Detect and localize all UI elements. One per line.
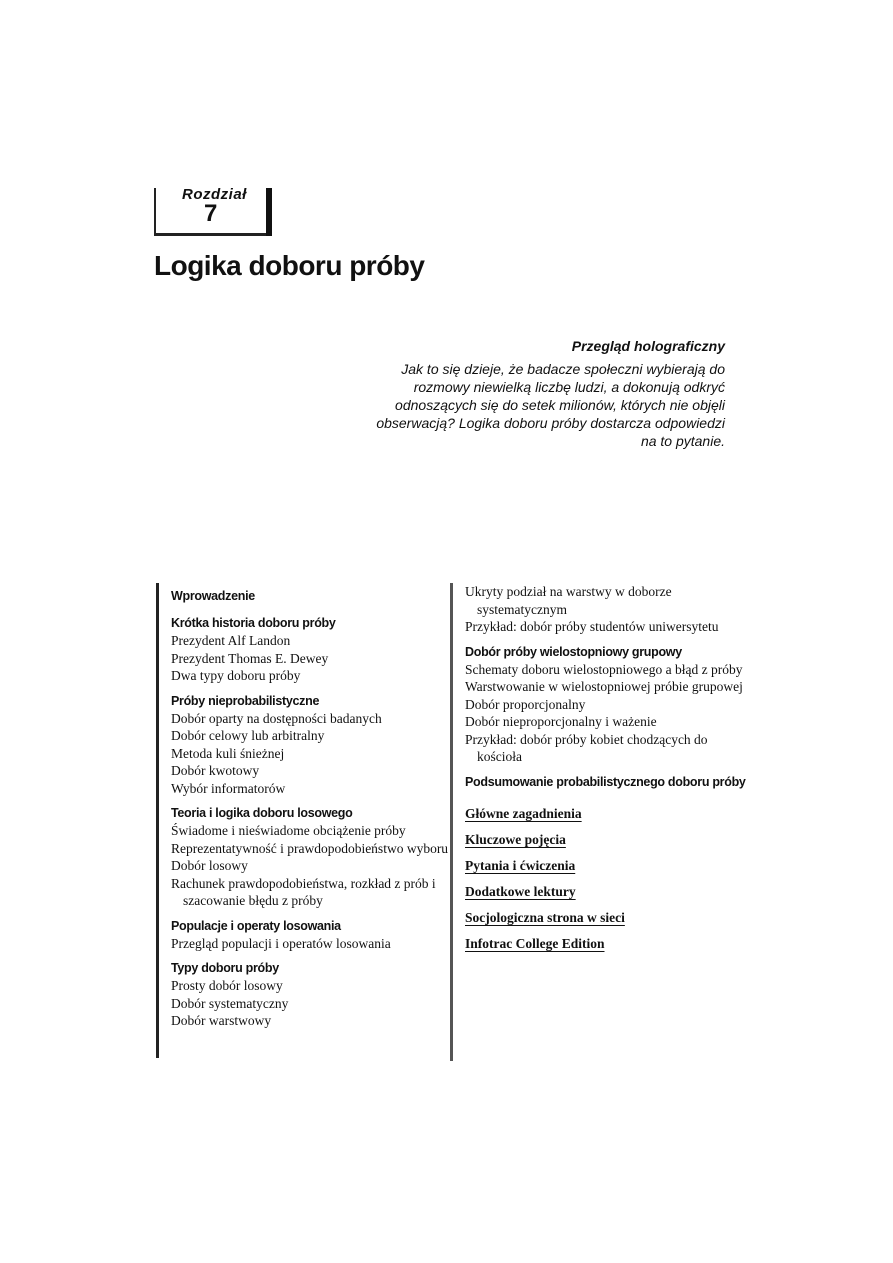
toc-section-heading: Populacje i operaty losowania (171, 918, 341, 933)
toc-section-heading: Próby nieprobabilistyczne (171, 693, 320, 708)
toc-section-continued (465, 583, 750, 636)
toc-section-heading: Teoria i logika doboru losowego (171, 806, 353, 820)
toc-item: Dwa typy doboru próby (171, 668, 301, 683)
toc-item: Dobór proporcjonalny (465, 696, 586, 712)
toc-item: Przykład: dobór próby studentów uniwersytetu (465, 619, 719, 634)
toc-link[interactable]: Infotrac College Edition (465, 935, 605, 951)
toc-item: Przegląd populacji i operatów losowania (171, 935, 391, 951)
toc-item: Dobór warstwowy (171, 1013, 272, 1028)
toc-item: Warstwowanie w wielostopniowej próbie grupowej (465, 679, 743, 694)
toc-section (171, 693, 456, 798)
toc-item: Wybór informatorów (171, 780, 286, 796)
toc-item: Dobór systematyczny (171, 995, 289, 1011)
toc-item: Prosty dobór losowy (171, 978, 283, 993)
toc-link[interactable]: Dodatkowe lektury (465, 883, 576, 899)
toc-left-column (156, 583, 456, 1058)
toc-section (465, 644, 750, 766)
toc-item: Dobór celowy lub arbitralny (171, 728, 325, 743)
overview-text: Jak to się dzieje, że badacze społeczni wybierają do rozmowy niewielką liczbę ludzi, a dokonują odkryć odnoszących się do setek milionów, których nie objęli obserwacją? Logika doboru próby dostarcza odpowiedzi na to pytanie. (376, 361, 725, 449)
toc-item: Świadome i nieświadome obciążenie próby (171, 823, 406, 838)
toc-section (171, 918, 456, 953)
page-title: Logika doboru próby (154, 250, 425, 281)
toc-link[interactable]: Główne zagadnienia (465, 805, 582, 821)
toc-item: Dobór kwotowy (171, 763, 260, 778)
overview (365, 338, 725, 450)
toc-section-heading: Typy doboru próby (171, 961, 279, 975)
toc-section (465, 774, 750, 791)
toc-section-heading: Krótka historia doboru próby (171, 616, 336, 630)
toc-heading-intro: Wprowadzenie (171, 589, 255, 603)
toc-item: Prezydent Thomas E. Dewey (171, 650, 329, 666)
toc-item: Prezydent Alf Landon (171, 633, 291, 648)
chapter-number: 7 (204, 200, 218, 227)
toc-item: Przykład: dobór próby kobiet chodzących do kościoła (465, 731, 708, 764)
toc-item: Dobór oparty na dostępności badanych (171, 710, 382, 726)
toc-item: Schematy doboru wielostopniowego a błąd z próby (465, 661, 743, 677)
toc-item: Reprezentatywność i prawdopodobieństwo wyboru (171, 840, 449, 856)
toc-item: Dobór losowy (171, 858, 248, 873)
toc-item: Metoda kuli śnieżnej (171, 745, 285, 761)
toc-section (171, 960, 456, 1030)
toc-links (465, 805, 750, 952)
toc-link[interactable]: Pytania i ćwiczenia (465, 857, 576, 873)
chapter-box (154, 188, 270, 236)
toc-section (171, 615, 456, 685)
toc-section-heading: Dobór próby wielostopniowy grupowy (465, 644, 682, 659)
toc-link[interactable]: Kluczowe pojęcia (465, 831, 566, 847)
toc-item: Ukryty podział na warstwy w doborze systematycznym (465, 584, 672, 617)
chapter-word: Rozdział (182, 186, 247, 203)
toc-right-column (450, 583, 750, 1061)
toc-link[interactable]: Socjologiczna strona w sieci (465, 909, 625, 925)
overview-heading: Przegląd holograficzny (571, 338, 725, 354)
toc-item: Rachunek prawdopodobieństwa, rozkład z prób i szacowanie błędu z próby (171, 875, 436, 908)
toc-item: Dobór nieproporcjonalny i ważenie (465, 714, 657, 729)
toc-section-heading: Podsumowanie probabilistycznego doboru próby (465, 774, 746, 789)
toc-section (171, 805, 456, 910)
chapter-box-bar (266, 188, 272, 236)
